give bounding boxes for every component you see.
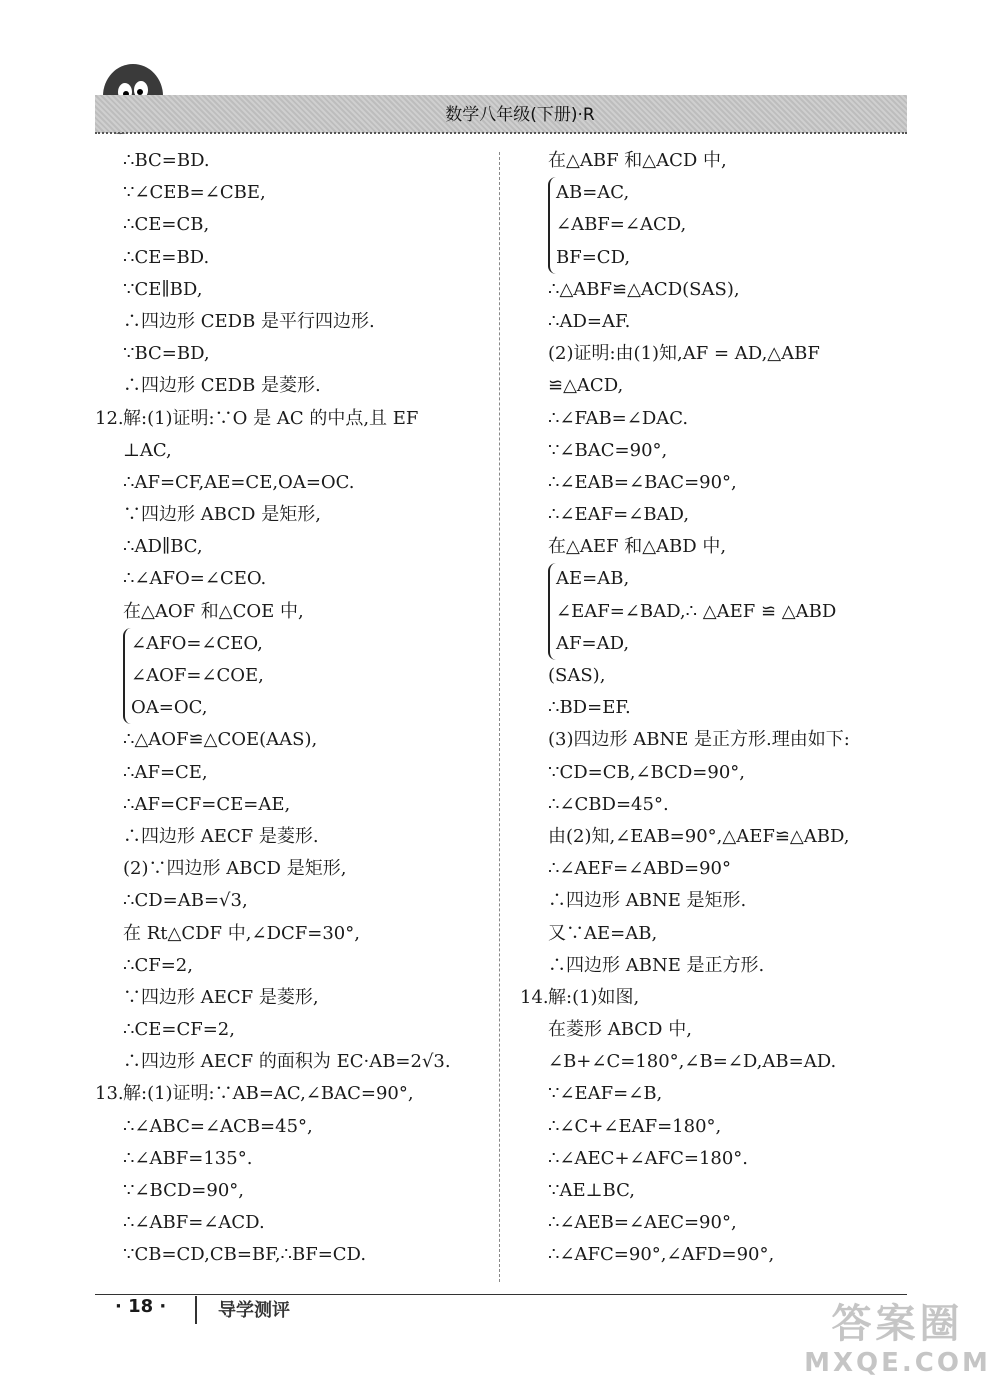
solution-line: ∴四边形 CEDB 是菱形. xyxy=(123,375,321,397)
watermark-logo xyxy=(800,1300,995,1390)
solution-line: ∴∠AEC+∠AFC=180°. xyxy=(548,1147,749,1169)
solution-line: ∴∠ABF=∠ACD. xyxy=(123,1212,265,1234)
solution-line: ∵∠EAF=∠B, xyxy=(548,1083,663,1105)
left-column xyxy=(95,145,495,1272)
solution-line: 解:(1)如图, xyxy=(548,986,640,1008)
solution-line: ∴BD=EF. xyxy=(548,697,631,719)
solution-line: ∴∠C+∠EAF=180°, xyxy=(548,1115,722,1137)
solution-line: ∴四边形 ABNE 是矩形. xyxy=(548,890,747,912)
solution-line: ∴CD=AB=√3, xyxy=(123,890,248,912)
solution-line: ∴BC=BD. xyxy=(123,150,210,171)
solution-line: (2)证明:由(1)知,AF = AD,△ABF xyxy=(548,343,820,365)
solution-line: ∵BC=BD, xyxy=(123,343,210,365)
solution-line: ∴∠ABF=135°. xyxy=(123,1147,253,1169)
solution-line: ∵四边形 AECF 是菱形, xyxy=(123,986,319,1008)
solution-line: ∠ABF=∠ACD, xyxy=(556,214,687,236)
solution-line: ∠AOF=∠COE, xyxy=(131,665,264,686)
right-column xyxy=(520,145,915,1272)
solution-line: 在△AEF 和△ABD 中, xyxy=(548,536,727,558)
book-title: 导学测评 xyxy=(218,1300,290,1321)
solution-line: ∴AF=CE, xyxy=(123,761,208,783)
footer-separator xyxy=(195,1296,197,1324)
solution-line: ∴AD=AF. xyxy=(548,310,631,332)
solution-line: 解:(1)证明:∵AB=AC,∠BAC=90°, xyxy=(123,1083,414,1105)
equation-system-brace xyxy=(548,177,915,274)
solution-line: ∴四边形 ABNE 是正方形. xyxy=(548,954,765,976)
solution-line: ∴∠EAF=∠BAD, xyxy=(548,504,690,526)
solution-line: ∴∠FAB=∠DAC. xyxy=(548,407,689,429)
solution-line: 解:(1)证明:∵O 是 AC 的中点,且 EF xyxy=(123,407,419,429)
problem-number: 12. xyxy=(95,407,124,429)
solution-line: ∵CD=CB,∠BCD=90°, xyxy=(548,761,746,783)
footer-rule xyxy=(95,1294,907,1295)
watermark-url: MXQE.COM xyxy=(804,1348,991,1378)
solution-line: ∴CE=CB, xyxy=(123,214,210,236)
solution-line: ∠AFO=∠CEO, xyxy=(131,632,263,654)
solution-line: ∵AE⊥BC, xyxy=(548,1180,635,1201)
solution-line: ∴AF=CF=CE=AE, xyxy=(123,793,291,815)
solution-line: ∴四边形 CEDB 是平行四边形. xyxy=(123,310,375,332)
solution-line: ⊥AC, xyxy=(123,439,172,461)
solution-line: 由(2)知,∠EAB=90°,△AEF≌△ABD, xyxy=(548,825,850,847)
solution-line: 又∵AE=AB, xyxy=(548,922,658,944)
solution-line: 在 Rt△CDF 中,∠DCF=30°, xyxy=(123,922,360,944)
solution-line: AF=AD, xyxy=(556,632,630,654)
solution-line: ∵∠CEB=∠CBE, xyxy=(123,182,266,204)
watermark-text: 答案圈 xyxy=(831,1301,964,1347)
solution-line: ∴∠AEB=∠AEC=90°, xyxy=(548,1212,737,1234)
column-divider xyxy=(499,152,500,1282)
solution-line: 在△ABF 和△ACD 中, xyxy=(548,150,727,171)
solution-line: ∴四边形 AECF 的面积为 EC·AB=2√3. xyxy=(123,1051,451,1073)
solution-line: BF=CD, xyxy=(556,246,631,268)
solution-line: OA=OC, xyxy=(131,697,208,719)
solution-line: ∵CB=CD,CB=BF,∴BF=CD. xyxy=(123,1244,367,1266)
solution-line: ∴CF=2, xyxy=(123,954,193,976)
page-number: · 18 · xyxy=(115,1296,167,1317)
solution-line: AE=AB, xyxy=(556,568,630,590)
solution-line: 在△AOF 和△COE 中, xyxy=(123,600,304,622)
solution-line: ∴∠EAB=∠BAC=90°, xyxy=(548,471,737,493)
equation-system-brace xyxy=(548,563,915,660)
problem-12-start xyxy=(95,403,495,435)
solution-line: ∠EAF=∠BAD,∴ △AEF ≌ △ABD xyxy=(556,600,837,622)
solution-line: ∴AD∥BC, xyxy=(123,536,203,558)
solution-line: ∴∠CBD=45°. xyxy=(548,793,669,815)
header-title: 数学八年级(下册)·R xyxy=(445,105,595,125)
equation-system-brace xyxy=(123,628,495,725)
solution-line: ≌△ACD, xyxy=(548,375,624,397)
solution-line: ∵四边形 ABCD 是矩形, xyxy=(123,504,321,526)
solution-line: (SAS), xyxy=(548,665,606,686)
solution-line: ∴△ABF≌△ACD(SAS), xyxy=(548,278,740,300)
solution-line: ∴∠AFO=∠CEO. xyxy=(123,568,267,590)
solution-line: ∴CE=CF=2, xyxy=(123,1019,235,1041)
solution-line: ∵∠BCD=90°, xyxy=(123,1180,245,1201)
solution-line: ∠B+∠C=180°,∠B=∠D,AB=AD. xyxy=(548,1051,837,1073)
solution-line: (2)∵四边形 ABCD 是矩形, xyxy=(123,858,347,880)
problem-13-start xyxy=(95,1078,495,1110)
solution-line: AB=AC, xyxy=(556,182,630,204)
solution-line: ∵∠BAC=90°, xyxy=(548,439,668,461)
solution-line: 在菱形 ABCD 中, xyxy=(548,1019,692,1041)
problem-14-start xyxy=(520,982,915,1014)
problem-number: 13. xyxy=(95,1083,124,1105)
solution-line: ∴四边形 AECF 是菱形. xyxy=(123,825,319,847)
solution-line: ∴∠AEF=∠ABD=90° xyxy=(548,858,731,880)
solution-line: (3)四边形 ABNE 是正方形.理由如下: xyxy=(548,729,850,751)
solution-line: ∴∠AFC=90°,∠AFD=90°, xyxy=(548,1244,775,1266)
solution-line: ∵CE∥BD, xyxy=(123,278,203,300)
problem-number: 14. xyxy=(520,986,549,1008)
solution-line: ∴△AOF≌△COE(AAS), xyxy=(123,729,318,751)
solution-line: ∴∠ABC=∠ACB=45°, xyxy=(123,1115,313,1137)
solution-line: ∴CE=BD. xyxy=(123,246,210,268)
header-rule xyxy=(95,132,907,134)
solution-line: ∴AF=CF,AE=CE,OA=OC. xyxy=(123,471,355,493)
